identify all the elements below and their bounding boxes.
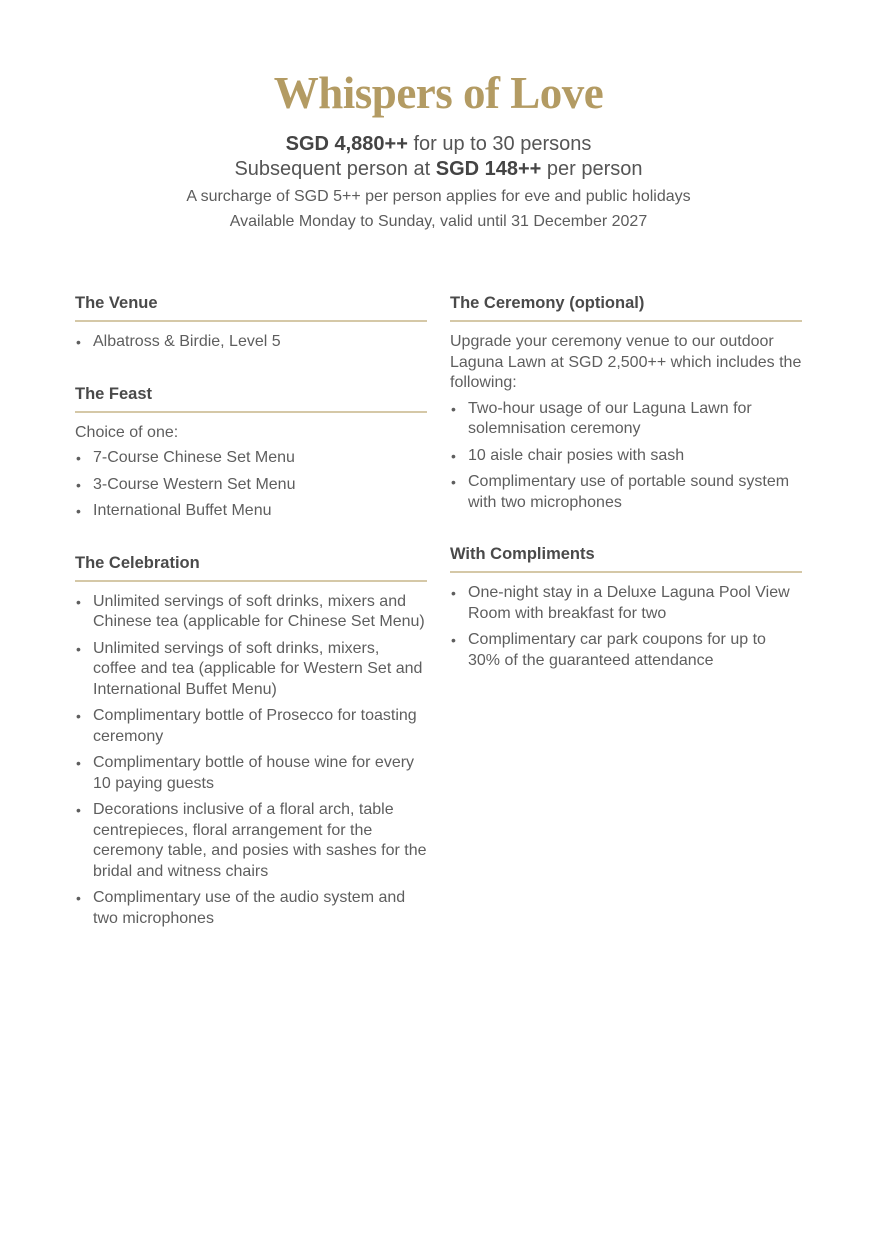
left-column	[75, 292, 427, 955]
section-ceremony	[450, 292, 802, 513]
list-item: • Unlimited servings of soft drinks, mixers and Chinese tea (applicable for Chinese Set Menu)	[75, 592, 427, 633]
list-item: • Complimentary bottle of Prosecco for toasting ceremony	[75, 706, 427, 747]
list-item: • Complimentary bottle of house wine for every 10 paying guests	[75, 753, 427, 794]
venue-list	[75, 332, 427, 353]
package-title: Whispers of Love	[273, 68, 604, 118]
celebration-list	[75, 592, 427, 930]
list-item: • 3-Course Western Set Menu	[75, 475, 427, 496]
list-item: • Decorations inclusive of a floral arch, table centrepieces, floral arrangement for the ceremony table, and posies with sashes for the bridal and witness chairs	[75, 800, 427, 882]
ceremony-intro: Upgrade your ceremony venue to our outdoor Laguna Lawn at SGD 2,500++ which includes the following:	[450, 333, 802, 391]
section-compliments	[450, 543, 802, 671]
list-item: • Two-hour usage of our Laguna Lawn for solemnisation ceremony	[450, 399, 802, 440]
subsequent-price: SGD 148++	[435, 158, 542, 180]
section-title-feast: The Feast	[75, 383, 427, 413]
list-item: • Complimentary use of the audio system and two microphones	[75, 888, 427, 929]
feast-intro: Choice of one:	[75, 423, 179, 441]
list-item: • 7-Course Chinese Set Menu	[75, 448, 427, 469]
list-item: • 10 aisle chair posies with sash	[450, 446, 802, 467]
section-body-ceremony	[450, 322, 802, 513]
section-body-compliments	[450, 573, 802, 671]
list-item: • One-night stay in a Deluxe Laguna Pool View Room with breakfast for two	[450, 583, 802, 624]
base-price-line	[0, 132, 877, 157]
list-item: • International Buffet Menu	[75, 501, 427, 522]
list-item: • Unlimited servings of soft drinks, mixers, coffee and tea (applicable for Western Set and International Buffet Menu)	[75, 639, 427, 701]
compliments-list	[450, 583, 802, 671]
section-celebration	[75, 552, 427, 930]
right-column	[450, 292, 802, 697]
package-header	[0, 66, 877, 234]
base-price: SGD 4,880++	[285, 133, 408, 155]
list-item: • Complimentary use of portable sound system with two microphones	[450, 472, 802, 513]
availability-note: Available Monday to Sunday, valid until 31 December 2027	[229, 213, 648, 230]
surcharge-note: A surcharge of SGD 5++ per person applies for eve and public holidays	[186, 188, 691, 205]
subsequent-price-prefix: Subsequent person at	[234, 158, 436, 180]
section-title-compliments: With Compliments	[450, 543, 802, 573]
base-price-detail: for up to 30 persons	[407, 133, 592, 155]
section-title-ceremony: The Ceremony (optional)	[450, 292, 802, 322]
list-item: • Complimentary car park coupons for up to 30% of the guaranteed attendance	[450, 630, 802, 671]
section-body-feast	[75, 413, 427, 522]
section-title-venue: The Venue	[75, 292, 427, 322]
section-feast	[75, 383, 427, 522]
subsequent-price-suffix: per person	[541, 158, 643, 180]
subsequent-price-line	[0, 157, 877, 182]
feast-list	[75, 448, 427, 522]
ceremony-list	[450, 399, 802, 514]
section-title-celebration: The Celebration	[75, 552, 427, 582]
section-body-venue	[75, 322, 427, 353]
section-venue	[75, 292, 427, 353]
section-body-celebration	[75, 582, 427, 930]
list-item: • Albatross & Birdie, Level 5	[75, 332, 427, 353]
